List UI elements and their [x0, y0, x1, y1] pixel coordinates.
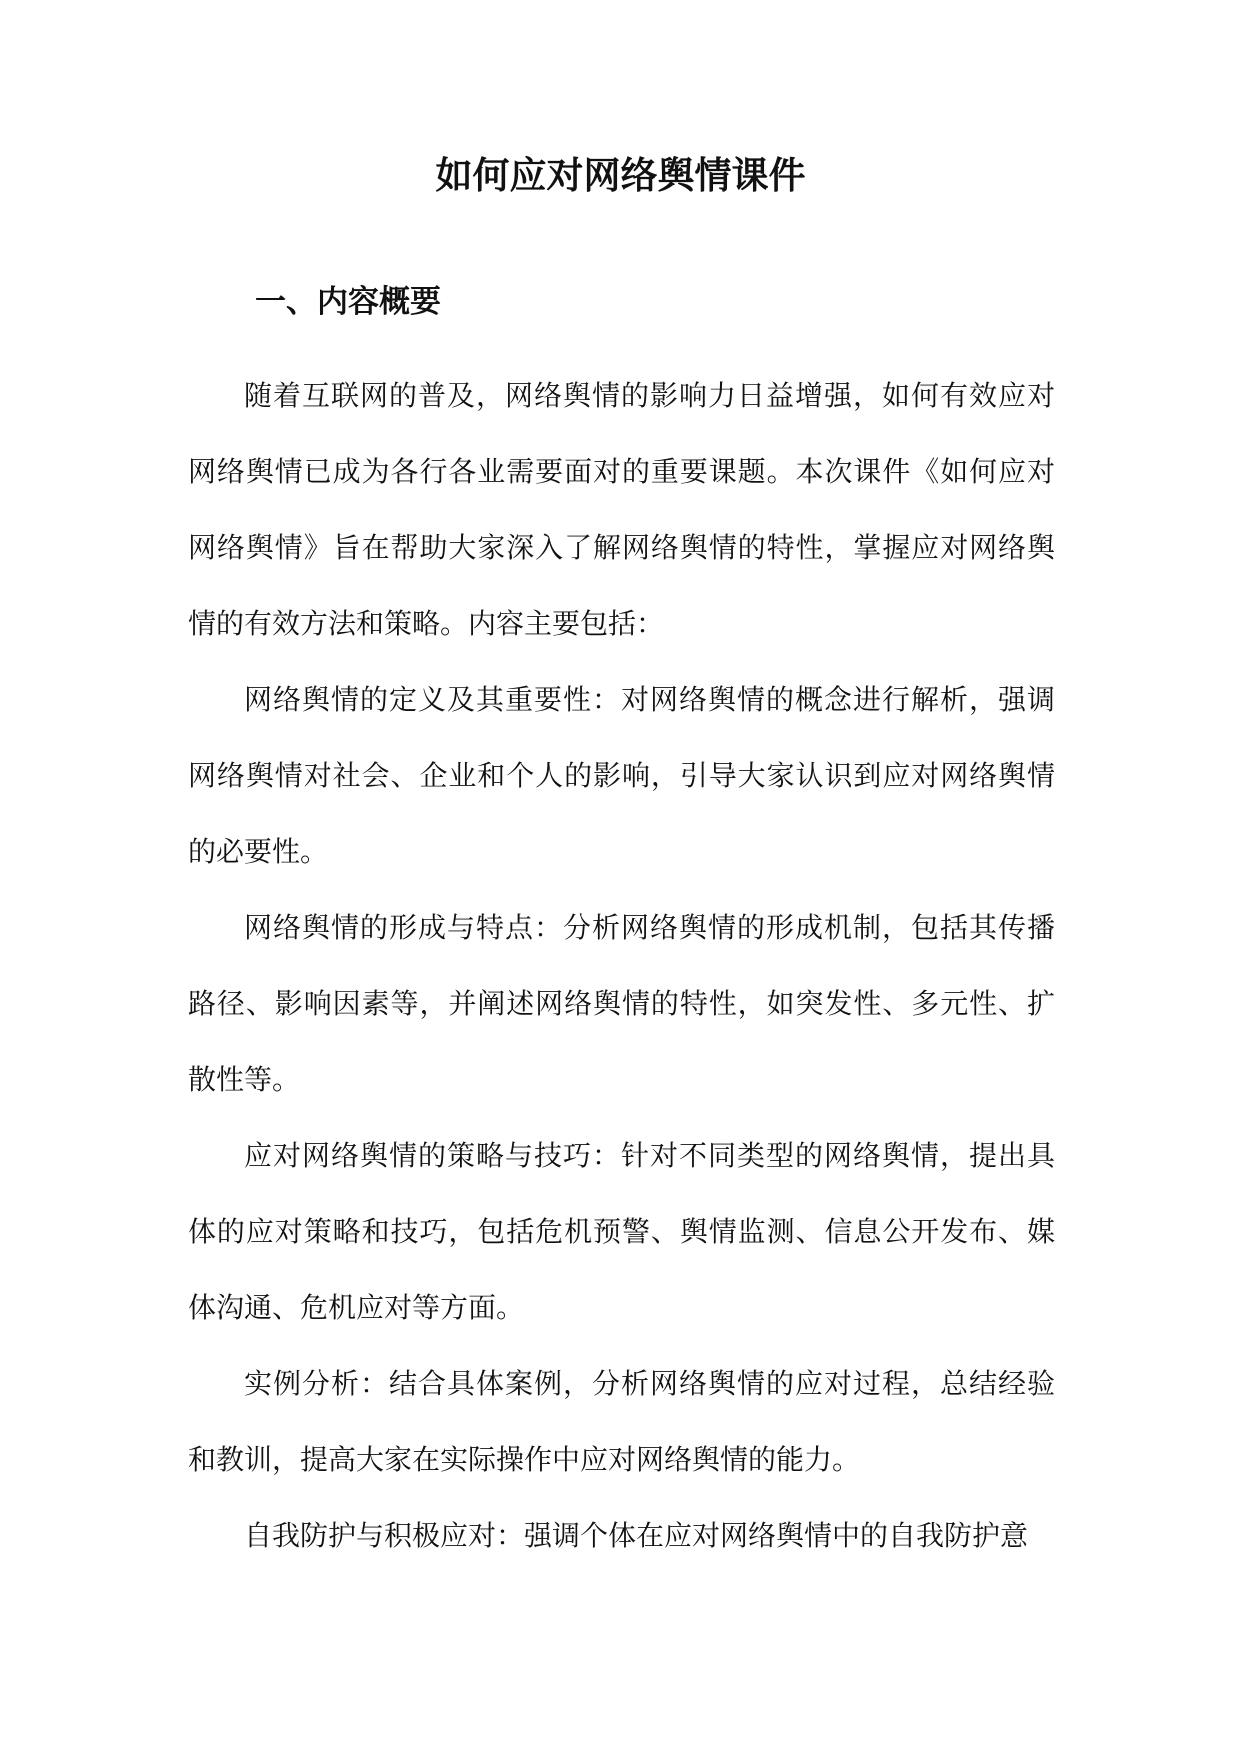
paragraph-definition: 网络舆情的定义及其重要性：对网络舆情的概念进行解析，强调网络舆情对社会、企业和个人的影响，引导大家认识到应对网络舆情的必要性。	[188, 683, 1055, 868]
section-heading: 一、内容概要	[255, 284, 441, 320]
body-text	[188, 358, 1055, 1574]
paragraph-strategy: 应对网络舆情的策略与技巧：针对不同类型的网络舆情，提出具体的应对策略和技巧，包括危机预警、舆情监测、信息公开发布、媒体沟通、危机应对等方面。	[188, 1139, 1055, 1324]
document-title: 如何应对网络舆情课件	[435, 153, 806, 197]
paragraph-formation: 网络舆情的形成与特点：分析网络舆情的形成机制，包括其传播路径、影响因素等，并阐述网络舆情的特性，如突发性、多元性、扩散性等。	[188, 911, 1055, 1096]
paragraph-intro: 随着互联网的普及，网络舆情的影响力日益增强，如何有效应对网络舆情已成为各行各业需要面对的重要课题。本次课件《如何应对网络舆情》旨在帮助大家深入了解网络舆情的特性，掌握应对网络舆情的有效方法和策略。内容主要包括：	[188, 379, 1055, 640]
paragraph-case-analysis: 实例分析：结合具体案例，分析网络舆情的应对过程，总结经验和教训，提高大家在实际操作中应对网络舆情的能力。	[188, 1367, 1055, 1476]
paragraph-self-protection: 自我防护与积极应对：强调个体在应对网络舆情中的自我防护意	[244, 1519, 1029, 1552]
